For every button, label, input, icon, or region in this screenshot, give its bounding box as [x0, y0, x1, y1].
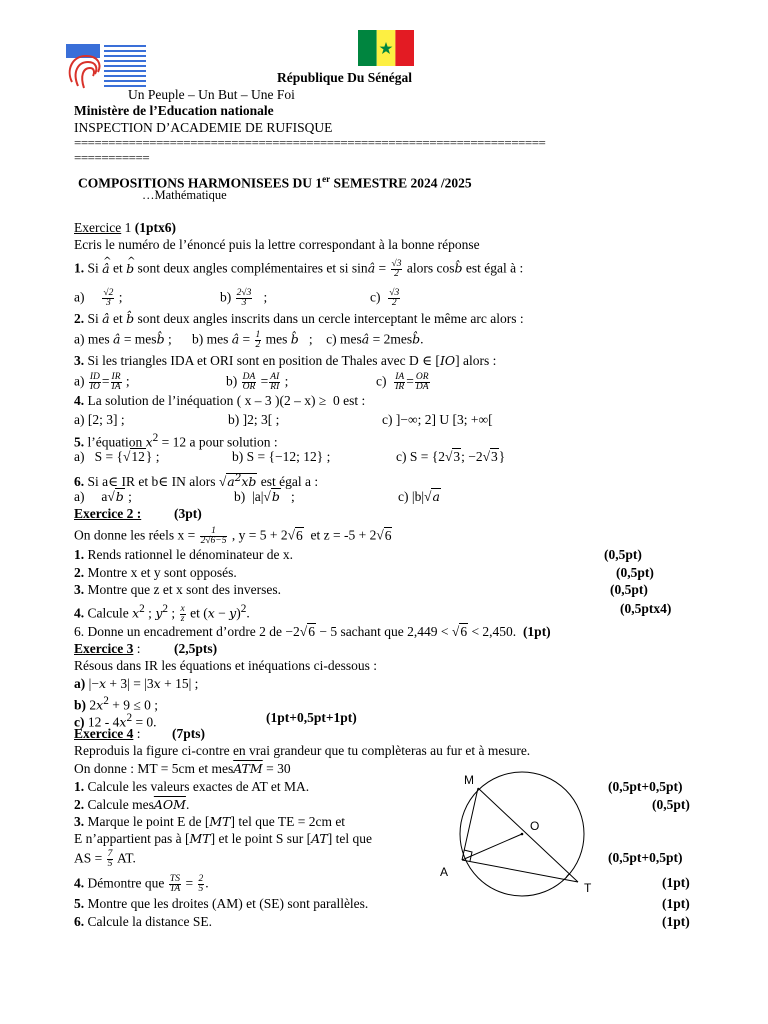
ex2-q1-points: (0,5pt): [604, 547, 642, 562]
ex2-q4: 4. Calcule $x^2$ ; $y^2$ ; $\frac{x}{z}$ et $(x - y)^2$.: [74, 603, 250, 624]
label-A: A: [440, 865, 449, 879]
ex3-instruction: Résous dans IR les équations et inéquations ci-dessous :: [74, 658, 377, 673]
ex4-q3-line3: AS = $\frac{7}{5}$ AT.: [74, 849, 136, 869]
exam-title: COMPOSITIONS HARMONISEES DU 1er SEMESTRE 2024 /2025: [78, 174, 472, 191]
ex1-q6-c: c) |b|√a: [398, 489, 440, 504]
ex4-q6: 6. Calcule la distance SE.: [74, 914, 212, 929]
ex2-q6: 6. Donne un encadrement d’ordre 2 de −2√6 − 5 sachant que 2,449 < √6 < 2,450. (1pt): [74, 624, 551, 639]
ex2-points: (3pt): [174, 506, 202, 521]
ex2-q1: 1. Rends rationnel le dénominateur de x.: [74, 547, 293, 562]
ex1-q4-c: c) ]−∞; 2] U [3; +∞[: [382, 412, 493, 427]
ex1-q2-answers: a) mes â = mesb̂ ; b) mes â = $\frac{1}{2}$ mes b̂ ; c) mesâ = 2mesb̂.: [74, 330, 424, 350]
senegal-flag: [358, 30, 414, 66]
ex1-q5-c: c) S = {2√3; −2√3}: [396, 449, 506, 464]
ex2-q3-points: (0,5pt): [610, 582, 648, 597]
ex1-q4: 4. La solution de l’inéquation ( x – 3 )(2 – x) ≥ 0 est :: [74, 393, 366, 408]
ex1-q3-c: c) $\frac{IA}{IR}$ = $\frac{OR}{DA}$: [376, 372, 429, 392]
separator-line: =====================================================================: [74, 135, 546, 150]
ex1-q5-a: a) S = {√12} ;: [74, 449, 160, 464]
ex1-q3: 3. Si les triangles IDA et ORI sont en position de Thales avec D ∈ [IO] alors :: [74, 353, 497, 368]
ex4-q5-points: (1pt): [662, 896, 690, 911]
ex1-q1-c: c) $\frac{√3}{2}$: [370, 288, 400, 308]
ex3-c: c) $12 - 4x^2 = 0$.: [74, 712, 157, 730]
ex1-instruction: Ecris le numéro de l’énoncé puis la lettre correspondant à la bonne réponse: [74, 237, 480, 252]
country-name: République Du Sénégal: [277, 70, 413, 85]
ex2-title: Exercice 2 :: [74, 506, 142, 521]
ex4-given: On donne : MT = 5cm et $mes\overline{ATM} = 30$: [74, 761, 291, 776]
ex4-figure: [432, 770, 612, 900]
ex4-q4: 4. Démontre que $\frac{TS}{TA}$ = $\frac{2}{5}$ .: [74, 874, 209, 894]
ex1-q6-a: a) a√b ;: [74, 489, 132, 504]
ex4-q2-points: (0,5pt): [652, 797, 690, 812]
ex1-q4-a: a) [2; 3] ;: [74, 412, 125, 427]
ministry-logo: [64, 42, 148, 92]
ex4-points: (7pts): [172, 726, 205, 741]
ex1-q1-b: b) $\frac{2√3}{3}$ ;: [220, 288, 268, 308]
ex1-title: Exercice 1 (1ptx6): [74, 220, 176, 235]
ex3-title: Exercice 3 :: [74, 641, 141, 656]
ex4-q4-points: (1pt): [662, 875, 690, 890]
subject: …Mathématique: [142, 188, 227, 202]
ex1-q3-a: a) $\frac{ID}{IO}$ = $\frac{IR}{IA}$ ;: [74, 372, 130, 392]
label-T: T: [584, 881, 592, 895]
ex4-q2: 2. Calcule $mes\overline{AOM}$.: [74, 797, 190, 812]
ex2-intro: On donne les réels x = $\frac{1}{2√6-5}$ , y = 5 + 2√6 et z = -5 + 2√6: [74, 526, 392, 546]
separator-line-end: ===========: [74, 150, 150, 165]
label-M: M: [464, 773, 474, 787]
ex2-q4-points: (0,5ptx4): [620, 601, 672, 616]
ex4-q1-points: (0,5pt+0,5pt): [608, 779, 683, 794]
ex1-q4-b: b) ]2; 3[ ;: [228, 412, 280, 427]
ministry-name: Ministère de l’Education nationale: [74, 103, 274, 118]
ex1-q1-a: a) $\frac{√2}{3}$ ;: [74, 288, 123, 308]
ex1-q3-b: b) $\frac{DA}{OR}$ = $\frac{AI}{RI}$ ;: [226, 372, 289, 392]
center-point-O: [521, 833, 524, 836]
label-O: O: [530, 819, 540, 833]
ex4-q3-line2: E n’appartient pas à [MT] et le point S sur [AT] tel que: [74, 831, 373, 846]
ex3-points: (2,5pts): [174, 641, 218, 656]
segment-MA: [462, 788, 478, 860]
ex1-q6: 6. Si a∈ IR et b∈ IN alors $√a^2xb$ est égal a :: [74, 472, 319, 490]
ex2-q2-points: (0,5pt): [616, 565, 654, 580]
ex4-q5: 5. Montre que les droites (AM) et (SE) sont parallèles.: [74, 896, 369, 911]
ex1-q5: 5. l’équation $x^2 = 12$ a pour solution :: [74, 432, 278, 450]
ex4-q3-line1: 3. Marque le point E de [MT] tel que TE = 2cm et: [74, 814, 346, 829]
ex4-title: Exercice 4 :: [74, 726, 141, 741]
ex4-q3-points: (0,5pt+0,5pt): [608, 850, 683, 865]
ex1-q5-b: b) S = {−12; 12} ;: [232, 449, 331, 464]
ex2-q3: 3. Montre que z et x sont des inverses.: [74, 582, 281, 597]
ex1-q6-b: b) |a|√b ;: [234, 489, 295, 504]
ex3-a: a) |−x + 3| = |3x + 15| ;: [74, 676, 199, 691]
ex3-b: b) $2x^2 + 9 \le 0$ ;: [74, 695, 158, 713]
ex4-q6-points: (1pt): [662, 914, 690, 929]
ex1-q2: 2. Si â et b̂ sont deux angles inscrits dans un cercle interceptant le même arc alors :: [74, 311, 524, 326]
ex4-instruction: Reproduis la figure ci-contre en vrai grandeur que tu complèteras au fur et à mesure.: [74, 743, 531, 758]
inspection-name: INSPECTION D’ACADEMIE DE RUFISQUE: [74, 120, 333, 135]
national-motto: Un Peuple – Un But – Une Foi: [128, 87, 295, 102]
ex1-q1: 1. Si ^ â et ^ b sont deux angles complémentaires et si sinâ = $\frac{√3}{2}$ alors cosb̂ est égal à :: [74, 260, 523, 279]
ex2-q2: 2. Montre x et y sont opposés.: [74, 565, 237, 580]
ex3-c-points: (1pt+0,5pt+1pt): [266, 710, 357, 725]
ex4-q1: 1. Calcule les valeurs exactes de AT et MA.: [74, 779, 310, 794]
segment-MT: [478, 788, 578, 882]
